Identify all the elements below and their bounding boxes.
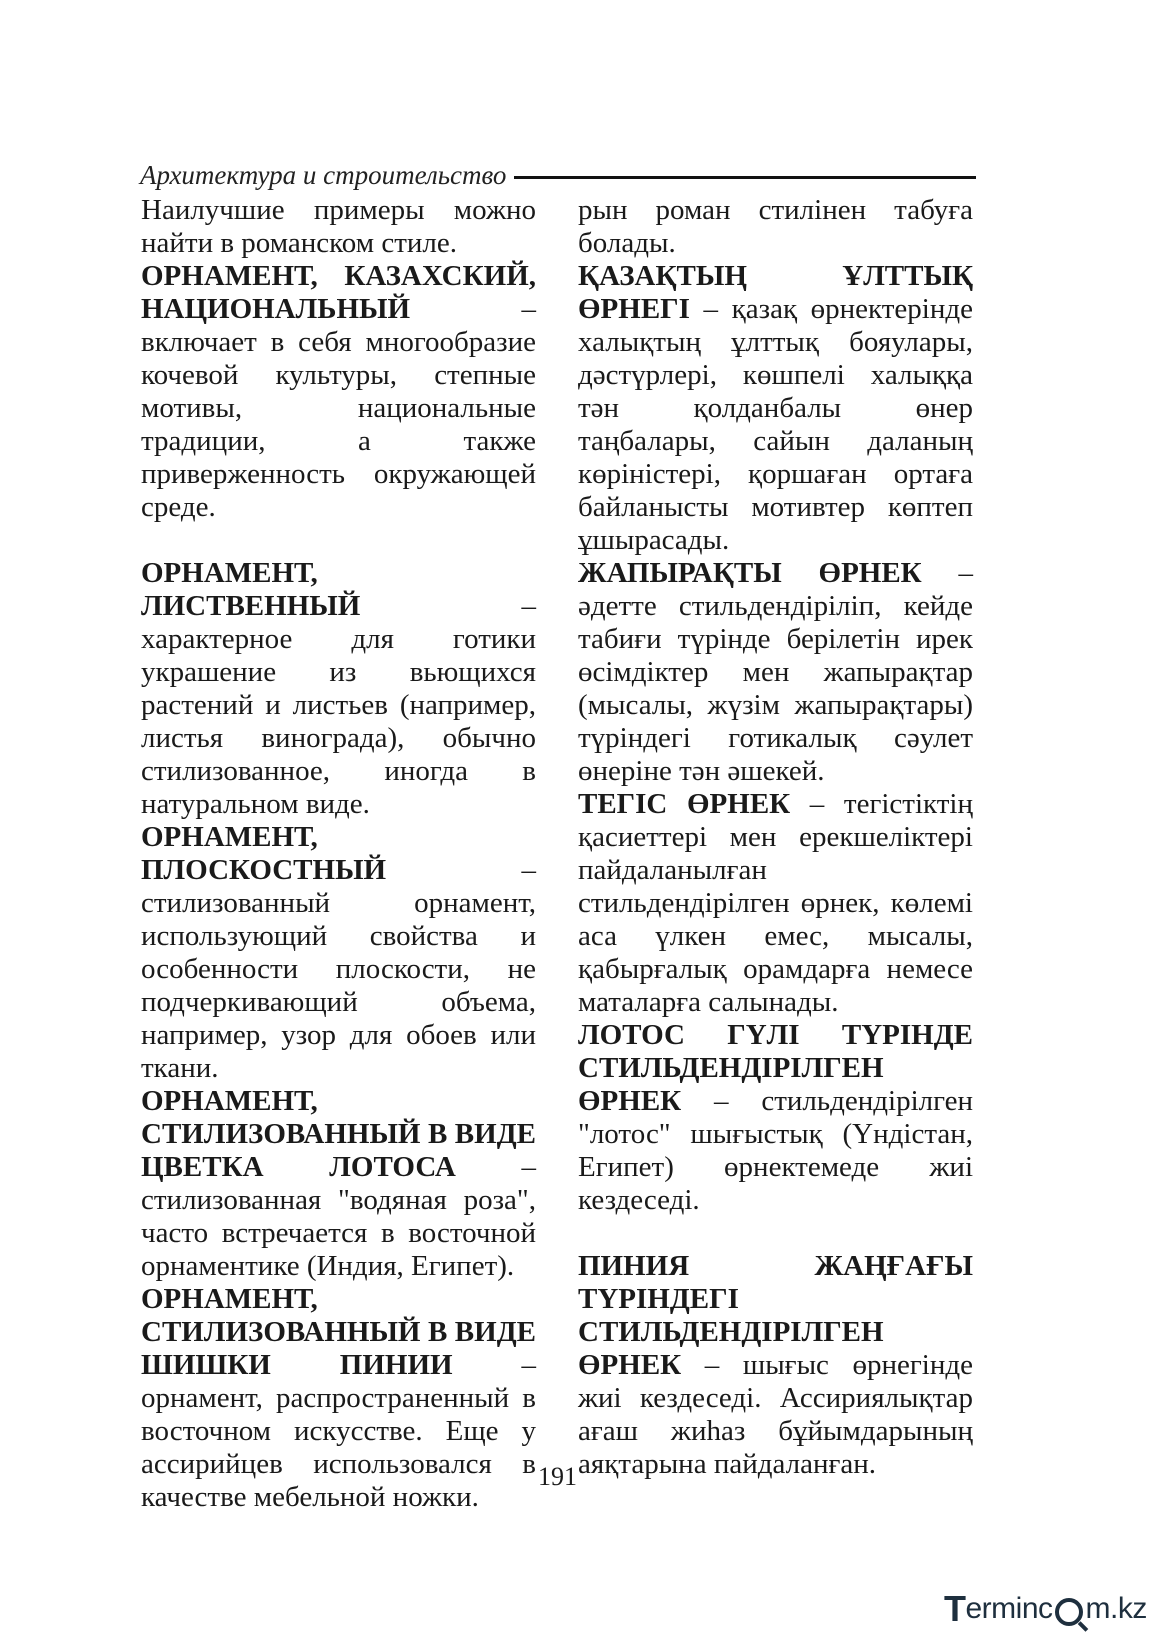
entry-ornek-lotus	[578, 1019, 973, 1217]
entry-term: ОРНАМЕНТ, ПЛОСКОСТНЫЙ	[141, 821, 387, 886]
entry-text: – орнамент, распространенный в восточном искусстве. Еще у ассирийцев использовался в качестве мебельной ножки.	[141, 1349, 536, 1513]
entry-term: ТЕГІС ӨРНЕК	[578, 788, 791, 820]
entry-ornament-lotus	[141, 1085, 536, 1283]
header-rule	[514, 176, 976, 179]
entry-text: – стилизованный орнамент, использующий свойства и особенности плоскости, не подчеркивающий объема, например, узор для обоев или ткани.	[141, 854, 536, 1084]
running-header	[140, 160, 976, 191]
watermark-text-part1: erminc	[965, 1592, 1053, 1625]
entry-term: ПИНИЯ ЖАҢҒАҒЫ ТҮРІНДЕГІ СТИЛЬДЕНДІРІЛГЕН ӨРНЕК	[578, 1250, 973, 1381]
entry-term: ҚАЗАҚТЫҢ ҰЛТТЫҚ ӨРНЕГІ	[578, 260, 973, 325]
entry-ornek-pine	[578, 1250, 973, 1481]
entry-text: – тегістіктің қасиеттері мен ерекшеліктері пайдаланылған стильдендірілген өрнек, көлемі аса үлкен емес, мысалы, қабырғалық орамдарға немесе маталарға салынады.	[578, 788, 973, 1018]
right-column	[578, 194, 973, 1481]
entry-text: – стильдендірілген "лотос" шығыстық (Үндістан, Египет) өрнектемеде жиі кездеседі.	[578, 1085, 973, 1216]
entry-text: – стилизованная "водяная роза", часто встречается в восточной орнаментике (Индия, Египет).	[141, 1151, 536, 1282]
entry-ornek-kazakh	[578, 260, 973, 557]
entry-term: ОРНАМЕНТ, СТИЛИЗОВАННЫЙ В ВИДЕ ЦВЕТКА ЛОТОСА	[141, 1085, 536, 1183]
entry-term: ОРНАМЕНТ, ЛИСТВЕННЫЙ	[141, 557, 361, 622]
watermark-letter-t: T	[944, 1588, 966, 1629]
entry-text: – қазақ өрнектерінде халықтың ұлттық бояулары, дәстүрлері, көшпелі халыққа тән қолданбалы өнер таңбалары, сайын даланың көріністері, қоршаған ортаға байланысты мотивтер көптеп ұшырасады.	[578, 293, 973, 556]
left-column	[141, 194, 536, 1514]
entry-ornek-flat	[578, 788, 973, 1019]
watermark-text-part2: m.kz	[1085, 1592, 1147, 1625]
entry-term: ЛОТОС ГҮЛІ ТҮРІНДЕ СТИЛЬДЕНДІРІЛГЕН ӨРНЕК	[578, 1019, 973, 1117]
entry-ornek-leaf	[578, 557, 973, 788]
entry-continuation	[578, 194, 973, 260]
entry-text: – характерное для готики украшение из вьющихся растений и листьев (например, листья винограда), обычно стилизованное, иногда в натуральном виде.	[141, 590, 536, 820]
entry-ornament-flat	[141, 821, 536, 1085]
entry-text: – включает в себя многообразие кочевой культуры, степные мотивы, национальные традиции, а также приверженность окружающей среде.	[141, 293, 536, 523]
magnifier-icon	[1055, 1598, 1083, 1626]
entry-ornament-leaf	[141, 557, 536, 821]
entry-term: ОРНАМЕНТ, КАЗАХСКИЙ, НАЦИОНАЛЬНЫЙ	[141, 260, 536, 325]
entry-term: ЖАПЫРАҚТЫ ӨРНЕК	[578, 557, 922, 589]
page-number: 191	[538, 1462, 577, 1491]
section-title: Архитектура и строительство	[140, 160, 507, 190]
entry-text: рын роман стилінен табуға болады.	[578, 194, 973, 259]
entry-text: – әдетте стильдендіріліп, кейде табиғи түрінде берілетін ирек өсімдіктер мен жапырақтар (мысалы, жүзім жапырақтары) түріндегі готикалық сәулет өнеріне тән әшекей.	[578, 557, 974, 787]
entry-continuation	[141, 194, 536, 260]
entry-text: – шығыс өрнегінде жиі кездеседі. Ассириялықтар ағаш жиһаз бұйымдарының аяқтарына пайдаланған.	[578, 1349, 973, 1480]
termincom-watermark-logo	[944, 1588, 1147, 1630]
entry-ornament-kazakh	[141, 260, 536, 524]
entry-term: ОРНАМЕНТ, СТИЛИЗОВАННЫЙ В ВИДЕ ШИШКИ ПИНИИ	[141, 1283, 536, 1381]
entry-text: Наилучшие примеры можно найти в романском стиле.	[141, 194, 536, 259]
